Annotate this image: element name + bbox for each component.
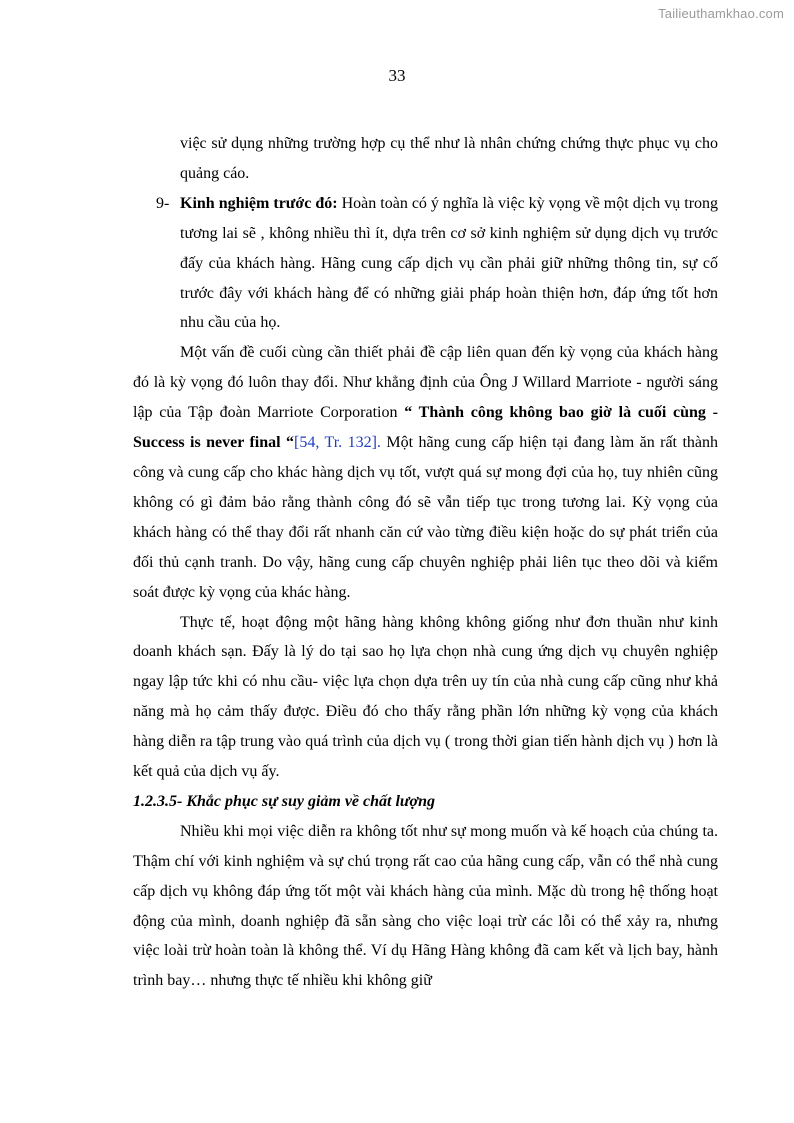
document-body [133,129,718,996]
paragraph-expectations [133,338,718,607]
list-item-title: Kinh nghiệm trước đó: [180,194,338,212]
paragraph-airline: Thực tế, hoạt động một hãng hàng không không giống như đơn thuần như kinh doanh khách sạn. Đấy là lý do tại sao họ lựa chọn nhà cung ứng dịch vụ chuyên nghiệp ngay lập tức khi có nhu cầu- việc lựa chọn dựa trên uy tín của nhà cung cấp cũng như khả năng mà họ cảm thấy được. Điều đó cho thấy rằng phần lớn những kỳ vọng của khách hàng diễn ra tập trung vào quá trình của dịch vụ ( trong thời gian tiến hành dịch vụ ) hơn là kết quả của dịch vụ ấy. [133,613,718,781]
quote-text: “ Thành công không bao giờ là cuối cùng - Success is never final “ [133,404,719,452]
paragraph-continuation: việc sử dụng những trường hợp cụ thể như là nhân chứng chứng thực phục vụ cho quảng cáo. [180,135,718,182]
list-item-9 [156,189,719,339]
citation-link[interactable]: [54, Tr. 132]. [294,434,381,452]
list-item-number: 9- [156,194,170,212]
paragraph-text: Một hãng cung cấp hiện tại đang làm ăn rất thành công và cung cấp cho khác hàng dịch vụ tốt, vượt quá sự mong đợi của họ, tuy nhiên cũng không có gì đảm bảo rằng thành công đó sẽ vẫn tiếp tục trong tương lai. Kỳ vọng của khách hàng có thể thay đổi rất nhanh căn cứ vào từng điều kiện hoặc do sự phát triển của đối thủ cạnh tranh. Do vậy, hãng cung cấp chuyên nghiệp phải liên tục theo dõi và kiểm soát được kỳ vọng của khác hàng. [133,434,718,601]
section-heading: 1.2.3.5- Khắc phục sự suy giảm về chất lượng [133,792,435,810]
watermark: Tailieuthamkhao.com [658,6,784,21]
paragraph-decline: Nhiều khi mọi việc diễn ra không tốt như sự mong muốn và kế hoạch của chúng ta. Thậm chí với kinh nghiệm và sự chú trọng rất cao của hãng cung cấp, vẫn có thể nhà cung cấp dịch vụ không đáp ứng tốt một vài khách hàng của mình. Mặc dù trong hệ thống hoạt động của mình, doanh nghiệp đã sẵn sàng cho việc loại trừ các lỗi có thể xảy ra, nhưng việc loài trừ hoàn toàn là không thể. Ví dụ Hãng Hàng không đã cam kết và lịch bay, hành trình bay… nhưng thực tế nhiều khi không giữ [133,822,718,990]
paragraph-text: Một vấn đề cuối cùng cần thiết phải đề cập liên quan đến kỳ vọng của khách hàng đó là kỳ vọng đó luôn thay đổi. Như khẳng định của Ông J Willard Marriote - người sáng lập của Tập đoàn Marriote Corporation [133,344,718,422]
page-number: 33 [388,66,406,85]
list-item-text: Hoàn toàn có ý nghĩa là việc kỳ vọng về một dịch vụ trong tương lai sẽ , không nhiều thì ít, dựa trên cơ sở kinh nghiệm sử dụng dịch vụ trước đấy của khách hàng. Hãng cung cấp dịch vụ cần phải giữ những thông tin, sự cố trước đây với khách hàng để có những giải pháp hoàn thiện hơn, đáp ứng tốt hơn nhu cầu của họ. [180,194,719,332]
